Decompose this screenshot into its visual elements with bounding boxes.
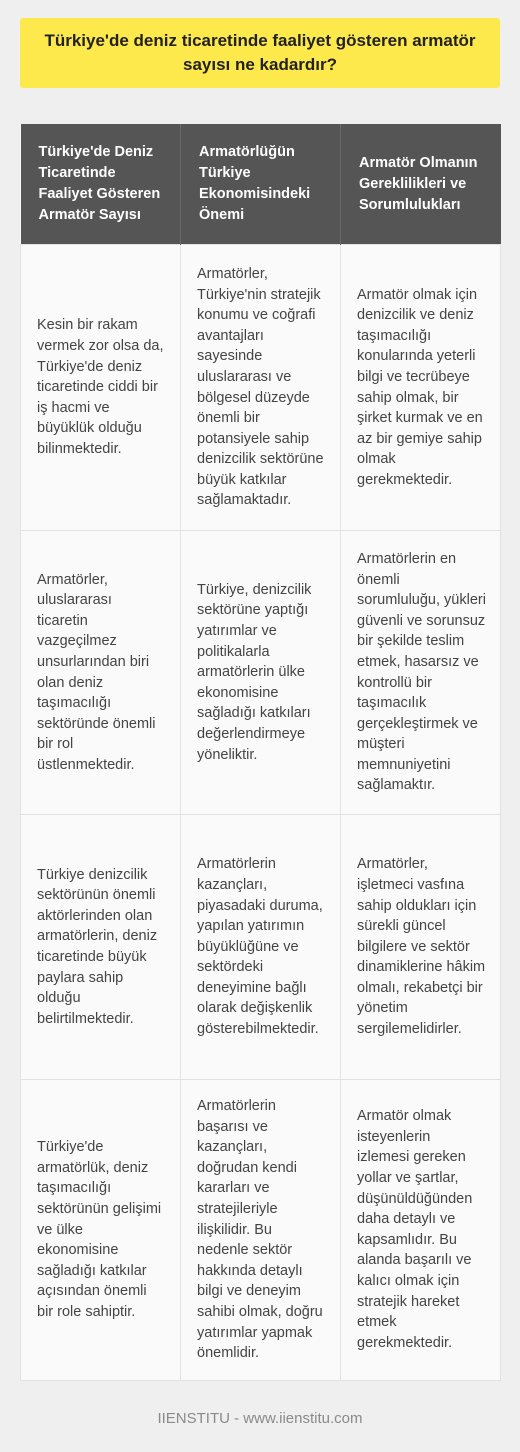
table-cell: Kesin bir rakam vermek zor olsa da, Türkiye'de deniz ticaretinde ciddi bir iş hacmi ve büyüklük olduğu bilinmektedir.	[21, 245, 181, 531]
page-title	[20, 18, 500, 88]
page-title-text: Türkiye'de deniz ticaretinde faaliyet gösteren armatör sayısı ne kadardır?	[44, 31, 476, 74]
table-cell: Türkiye'de armatörlük, deniz taşımacılığı sektörünün gelişimi ve ülke ekonomisine sağladığı katkılar açısından önemli bir role sahiptir.	[21, 1080, 181, 1381]
table-header-row	[21, 124, 501, 245]
footer-credit: IIENSTITU - www.iienstitu.com	[157, 1410, 363, 1427]
info-table	[20, 124, 501, 1381]
table-cell: Türkiye, denizcilik sektörüne yaptığı yatırımlar ve politikalarla armatörlerin ülke ekonomisine sağladığı katkıları değerlendirmeye yöneliktir.	[181, 531, 341, 815]
table-cell: Armatör olmak için denizcilik ve deniz taşımacılığı konularında yeterli bilgi ve tecrübeye sahip olmak, bir şirket kurmak ve en az bir gemiye sahip olmak gerekmektedir.	[341, 245, 501, 531]
table-row	[21, 245, 501, 531]
column-header: Türkiye'de Deniz Ticaretinde Faaliyet Gösteren Armatör Sayısı	[21, 124, 181, 245]
table-cell: Armatör olmak isteyenlerin izlemesi gereken yollar ve şartlar, düşünüldüğünden daha detaylı ve kapsamlıdır. Bu alanda başarılı ve kalıcı olmak için stratejik hareket etmek gerekmektedir.	[341, 1080, 501, 1381]
column-header: Armatör Olmanın Gereklilikleri ve Sorumlulukları	[341, 124, 501, 245]
table-cell: Armatörler, işletmeci vasfına sahip oldukları için sürekli güncel bilgilere ve sektör dinamiklerine hâkim olmalı, rekabetçi bir yönetim sergilemelidirler.	[341, 815, 501, 1080]
table-cell: Armatörler, Türkiye'nin stratejik konumu ve coğrafi avantajları sayesinde uluslararası ve bölgesel düzeyde önemli bir potansiyele sahip denizcilik sektörüne büyük katkılar sağlamaktadır.	[181, 245, 341, 531]
table-row	[21, 815, 501, 1080]
table-cell: Armatörlerin başarısı ve kazançları, doğrudan kendi kararları ve stratejileriyle ilişkilidir. Bu nedenle sektör hakkında detaylı bilgi ve deneyim sahibi olmak, doğru yatırımlar yapmak önemlidir.	[181, 1080, 341, 1381]
table-cell: Armatörlerin kazançları, piyasadaki duruma, yapılan yatırımın büyüklüğüne ve sektördeki deneyimine bağlı olarak değişkenlik gösterebilmektedir.	[181, 815, 341, 1080]
table-row	[21, 1080, 501, 1381]
table-row	[21, 531, 501, 815]
column-header: Armatörlüğün Türkiye Ekonomisindeki Önemi	[181, 124, 341, 245]
table-cell: Armatörler, uluslararası ticaretin vazgeçilmez unsurlarından biri olan deniz taşımacılığı sektöründe önemli bir rol üstlenmektedir.	[21, 531, 181, 815]
table-cell: Türkiye denizcilik sektörünün önemli aktörlerinden olan armatörlerin, deniz ticaretinde büyük paylara sahip olduğu belirtilmektedir.	[21, 815, 181, 1080]
table-cell: Armatörlerin en önemli sorumluluğu, yükleri güvenli ve sorunsuz bir şekilde teslim etmek, hasarsız ve kontrollü bir taşımacılık gerçekleştirmek ve müşteri memnuniyetini sağlamaktır.	[341, 531, 501, 815]
